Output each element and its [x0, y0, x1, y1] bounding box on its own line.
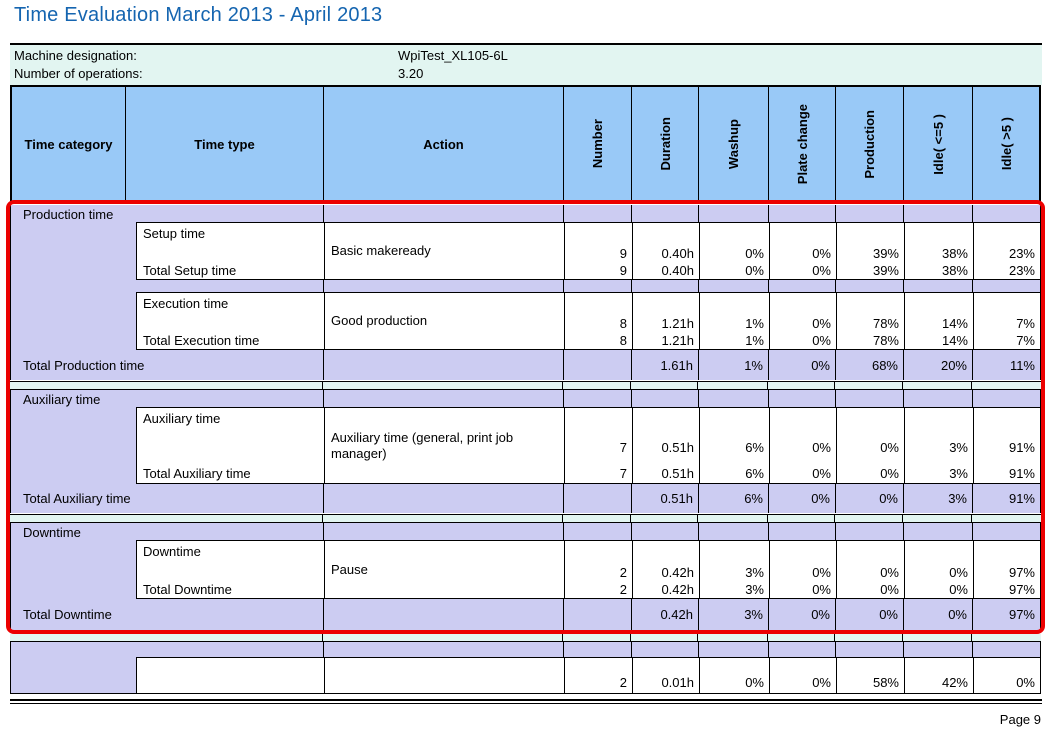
cell-washup: 1% — [745, 316, 764, 331]
cell-idle-gt5: 23% — [1008, 246, 1035, 261]
section-production-time — [10, 205, 1041, 380]
cell-idle-le5: 14% — [941, 316, 968, 331]
cell-washup: 6% — [745, 439, 764, 455]
cell-idle-le5: 0% — [949, 582, 968, 597]
cell-idle-le5: 3% — [949, 466, 968, 481]
cell-idle-le5: 38% — [941, 263, 968, 278]
section-total-row — [11, 484, 1040, 513]
section-caption-label: Production time — [23, 207, 114, 222]
total-plate-change: 0% — [811, 491, 830, 506]
cell-duration: 0.40h — [661, 263, 694, 278]
total-idle-le5: 0% — [948, 607, 967, 622]
cell-duration: 0.51h — [661, 466, 694, 481]
header-production-label: Production — [862, 109, 877, 179]
cell-washup: 6% — [745, 466, 764, 481]
header-plate-change-label: Plate change — [794, 103, 810, 185]
time-type-label: Setup time — [143, 226, 206, 241]
cell-number: 9 — [619, 246, 627, 261]
table-header-row — [10, 85, 1041, 203]
header-production — [836, 87, 904, 201]
section-caption — [11, 205, 1040, 222]
total-duration: 0.42h — [660, 607, 693, 622]
info-row-operations — [14, 66, 424, 84]
machine-designation-label: Machine designation: — [14, 48, 137, 63]
cell-idle-gt5: 7% — [1016, 316, 1035, 331]
total-idle-gt5: 11% — [1009, 357, 1035, 373]
cell-idle-le5: 14% — [941, 333, 968, 348]
cell-number: 7 — [619, 466, 627, 481]
header-idle-le5 — [904, 87, 973, 201]
section-separator-band — [10, 514, 1041, 523]
section-total-label: Total Downtime — [23, 607, 112, 622]
time-type-total-label: Total Execution time — [143, 333, 260, 348]
cell-washup: 0% — [745, 675, 764, 690]
cell-number: 2 — [619, 564, 627, 580]
total-duration: 0.51h — [660, 491, 693, 506]
cell-production: 39% — [872, 246, 899, 261]
cell-idle-le5: 38% — [941, 246, 968, 261]
cell-production: 0% — [880, 564, 899, 580]
total-washup: 1% — [744, 357, 763, 373]
cell-number: 2 — [619, 675, 627, 690]
section-separator-band — [10, 381, 1041, 390]
section-total-row — [11, 599, 1040, 630]
action-label: Auxiliary time (general, print job manager) — [331, 429, 514, 461]
cell-idle-le5: 0% — [949, 564, 968, 580]
gap-row — [11, 280, 1040, 292]
cell-number: 8 — [619, 316, 627, 331]
action-label: Good production — [331, 313, 428, 328]
cell-plate-change: 0% — [812, 333, 831, 348]
total-plate-change: 0% — [811, 357, 830, 373]
time-type-label: Auxiliary time — [143, 411, 221, 426]
cell-production: 0% — [880, 439, 899, 455]
cell-plate-change: 0% — [812, 466, 831, 481]
cell-duration: 1.21h — [661, 316, 694, 331]
setup-time-box — [136, 222, 1041, 280]
cell-idle-gt5: 91% — [1008, 439, 1035, 455]
header-duration-label: Duration — [657, 117, 673, 171]
header-idle-gt5-label: Idle( >5 ) — [998, 117, 1014, 171]
cell-duration: 0.42h — [661, 582, 694, 597]
cell-plate-change: 0% — [812, 439, 831, 455]
total-duration: 1.61h — [660, 357, 693, 373]
cell-number: 7 — [619, 439, 627, 455]
time-type-label: Execution time — [143, 296, 229, 311]
section-separator-band — [10, 634, 1041, 641]
section-partial-next — [10, 641, 1041, 694]
section-downtime — [10, 523, 1041, 630]
header-idle-le5-label: Idle( <=5 ) — [930, 113, 946, 175]
header-number — [564, 87, 632, 201]
cell-duration: 0.40h — [661, 246, 694, 261]
cell-idle-gt5: 0% — [1016, 675, 1035, 690]
cell-washup: 3% — [745, 564, 764, 580]
header-action: Action — [324, 87, 564, 201]
partial-values-row — [137, 675, 1040, 690]
cell-idle-le5: 42% — [941, 675, 968, 690]
section-total-label: Total Production time — [23, 357, 145, 373]
header-washup-label: Washup — [726, 118, 741, 170]
total-washup: 3% — [744, 607, 763, 622]
time-type-total-label: Total Downtime — [143, 582, 232, 597]
cell-number: 2 — [619, 582, 627, 597]
cell-number: 8 — [619, 333, 627, 348]
cell-idle-gt5: 23% — [1008, 263, 1035, 278]
header-washup — [699, 87, 769, 201]
machine-info-band — [10, 45, 1042, 85]
cell-production: 78% — [872, 316, 899, 331]
time-type-total-label: Total Setup time — [143, 263, 237, 278]
header-time-category: Time category — [12, 87, 126, 201]
cell-plate-change: 0% — [812, 564, 831, 580]
section-total-row — [11, 350, 1040, 380]
section-caption — [11, 523, 1040, 540]
total-idle-gt5: 97% — [1008, 607, 1035, 622]
action-label: Basic makeready — [331, 243, 431, 258]
cell-duration: 0.42h — [661, 564, 694, 580]
action-label: Pause — [331, 561, 368, 577]
cell-number: 9 — [619, 263, 627, 278]
cell-production: 0% — [880, 466, 899, 481]
total-idle-le5: 3% — [948, 491, 967, 506]
section-caption-label: Auxiliary time — [23, 392, 101, 407]
total-production: 68% — [871, 357, 898, 373]
cell-production: 39% — [872, 263, 899, 278]
cell-idle-gt5: 91% — [1008, 466, 1035, 481]
section-auxiliary-time — [10, 390, 1041, 513]
total-washup: 6% — [744, 491, 763, 506]
total-production: 0% — [879, 607, 898, 622]
cell-plate-change: 0% — [812, 246, 831, 261]
cell-washup: 0% — [745, 246, 764, 261]
cell-washup: 1% — [745, 333, 764, 348]
cell-idle-gt5: 7% — [1016, 333, 1035, 348]
section-caption-label: Downtime — [23, 525, 81, 540]
total-idle-gt5: 91% — [1008, 491, 1035, 506]
cell-washup: 3% — [745, 582, 764, 597]
partial-box — [136, 657, 1040, 693]
section-total-label: Total Auxiliary time — [23, 491, 131, 506]
page-number: Page 9 — [999, 712, 1041, 727]
cell-idle-gt5: 97% — [1008, 582, 1035, 597]
auxiliary-time-box — [136, 407, 1041, 484]
cell-production: 78% — [872, 333, 899, 348]
cell-plate-change: 0% — [812, 582, 831, 597]
header-time-type: Time type — [126, 87, 324, 201]
cell-plate-change: 0% — [812, 675, 831, 690]
header-number-label: Number — [590, 119, 605, 169]
cell-washup: 0% — [745, 263, 764, 278]
total-production: 0% — [879, 491, 898, 506]
cell-plate-change: 0% — [812, 263, 831, 278]
machine-designation-value: WpiTest_XL105-6L — [398, 48, 508, 63]
operations-label: Number of operations: — [14, 66, 143, 81]
section-caption — [11, 390, 1040, 407]
cell-duration: 0.01h — [661, 675, 694, 690]
header-plate-change — [769, 87, 836, 201]
operations-value: 3.20 — [398, 66, 424, 81]
info-row-machine — [14, 48, 508, 66]
header-idle-gt5 — [973, 87, 1039, 201]
total-idle-le5: 20% — [940, 357, 967, 373]
cell-duration: 1.21h — [661, 333, 694, 348]
cell-production: 0% — [880, 582, 899, 597]
time-type-total-label: Total Auxiliary time — [143, 466, 251, 481]
execution-time-box — [136, 292, 1041, 350]
page-end-rule — [10, 699, 1042, 704]
page-title: Time Evaluation March 2013 - April 2013 — [14, 4, 383, 26]
cell-duration: 0.51h — [661, 439, 694, 455]
time-type-label: Downtime — [143, 544, 201, 559]
total-plate-change: 0% — [811, 607, 830, 622]
cell-idle-gt5: 97% — [1008, 564, 1035, 580]
cell-idle-le5: 3% — [949, 439, 968, 455]
downtime-box — [136, 540, 1041, 599]
header-duration — [632, 87, 699, 201]
cell-plate-change: 0% — [812, 316, 831, 331]
cell-production: 58% — [872, 675, 899, 690]
